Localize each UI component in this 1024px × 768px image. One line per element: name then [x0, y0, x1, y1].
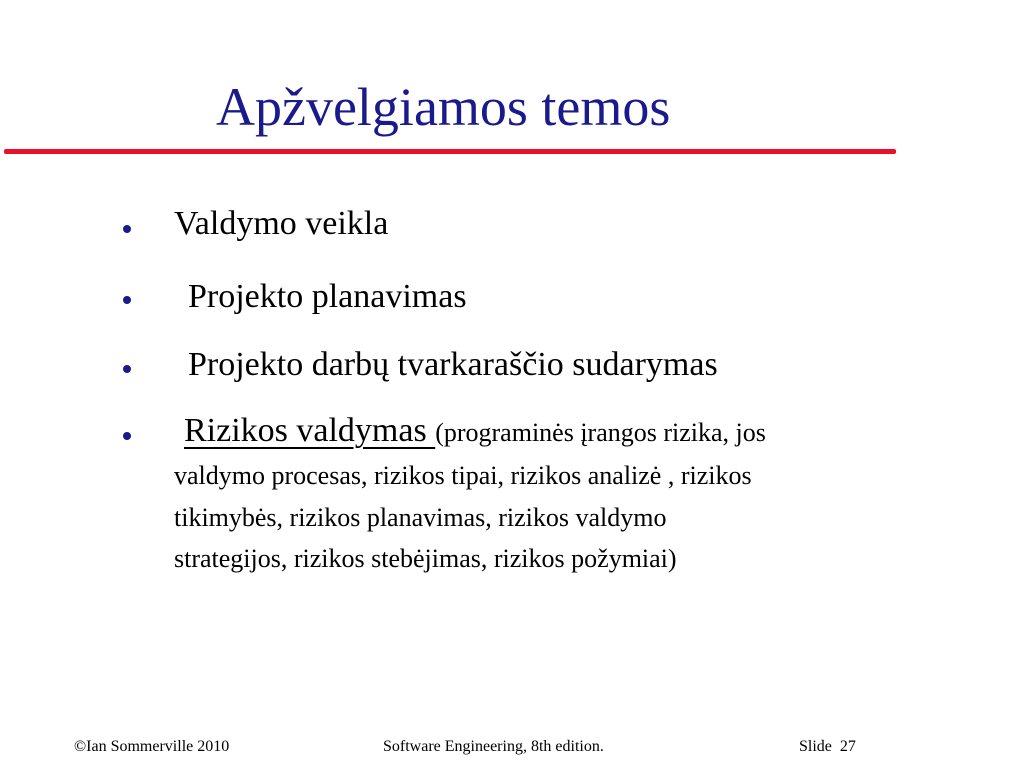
bullet-dot-icon	[123, 365, 131, 373]
bullet-item-scheduling: Projekto darbų tvarkaraščio sudarymas	[188, 346, 718, 383]
risk-detail-line: tikimybės, rizikos planavimas, rizikos valdymo	[174, 503, 667, 532]
bullet-item-management: Valdymo veikla	[174, 205, 389, 242]
bullet-item-planning: Projekto planavimas	[188, 278, 467, 315]
risk-detail-line: valdymo procesas, rizikos tipai, rizikos analizė , rizikos	[174, 461, 752, 490]
risk-detail-first-line: (programinės įrangos rizika, jos	[435, 418, 766, 447]
footer-copyright: ©Ian Sommerville 2010	[74, 738, 230, 755]
bullet-item-risk	[184, 414, 766, 448]
bullet-dot-icon	[123, 296, 131, 304]
risk-management-link[interactable]: Rizikos valdymas	[184, 412, 436, 449]
bullet-dot-icon	[123, 432, 131, 440]
title-underline-rule	[4, 149, 896, 154]
risk-detail-line: strategijos, rizikos stebėjimas, rizikos požymiai)	[174, 544, 677, 573]
footer-book-title: Software Engineering, 8th edition.	[383, 738, 604, 755]
footer-slide-number: Slide 27	[799, 738, 856, 755]
bullet-dot-icon	[123, 225, 131, 233]
slide-title: Apžvelgiamos temos	[216, 77, 671, 137]
